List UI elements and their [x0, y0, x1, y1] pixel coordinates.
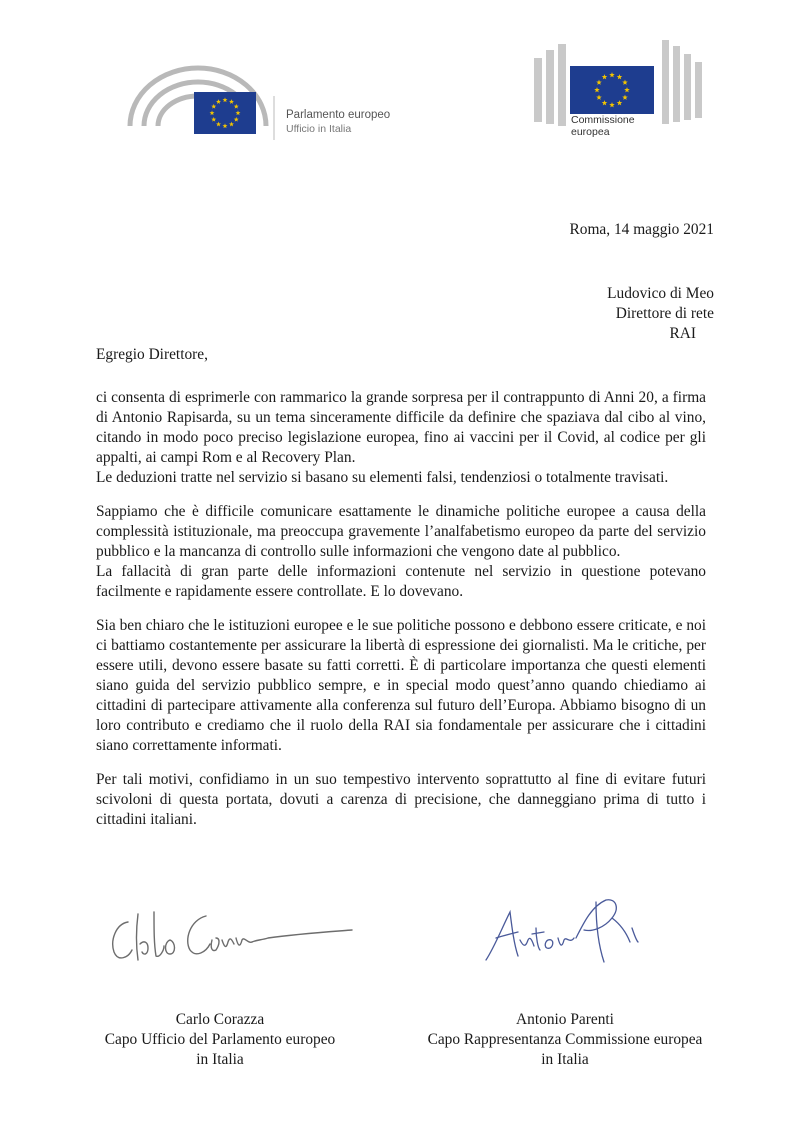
signature-antonio-parenti: [480, 888, 660, 978]
signature-carlo-corazza: [106, 900, 356, 970]
signatory-2: [410, 1010, 720, 1070]
parliament-name: Parlamento europeo: [286, 109, 391, 121]
signatory-1: [90, 1010, 350, 1070]
recipient-role: Direttore di rete: [615, 305, 714, 322]
parliament-logo-text: [286, 108, 390, 136]
commission-name: Commissione: [571, 114, 635, 126]
signatory-title: Capo Ufficio del Parlamento europeo: [104, 1031, 336, 1048]
paragraph-2: [96, 502, 706, 602]
paragraph-text: Sia ben chiaro che le istituzioni europee e le sue politiche possono e debbono essere criticate, e noi ci battiamo costantemente per assicurare la libertà di espressione dei giornalisti. Ma le critiche, per essere utili, devono essere basate su fatti corretti. È di particolare importanza che questi elementi siano guida del servizio pubblico sempre, e in special modo quest’anno quando chiediamo ai cittadini di partecipare attivamente alla conferenza sul futuro dell’Europa. Abbiamo bisogno di un loro contributo e crediamo che il ruolo della RAI sia fondamentale per assicurare che i cittadini siano correttamente informati.: [96, 617, 706, 754]
recipient-name: Ludovico di Meo: [607, 285, 714, 302]
parliament-office: Ufficio in Italia: [286, 123, 352, 135]
letter-date: Roma, 14 maggio 2021: [569, 221, 714, 238]
paragraph-1: [96, 388, 706, 488]
commission-logo-text: [571, 114, 635, 138]
signatory-name: Antonio Parenti: [516, 1011, 614, 1028]
signatory-title: Capo Rappresentanza Commissione europea: [427, 1031, 703, 1048]
recipient-block: [514, 284, 714, 344]
paragraph-text: Sappiamo che è difficile comunicare esattamente le dinamiche politiche europee a causa della complessità istituzionale, ma preoccupa gravemente l’analfabetismo europeo da parte del servizio pubblico e la mancanza di controllo sulle informazioni che vengono date al pubblico.: [96, 503, 706, 560]
paragraph-text: Per tali motivi, confidiamo in un suo tempestivo intervento soprattutto al fine di evitare futuri scivoloni di questa portata, dovuti a carenza di precisione, che danneggiano prima di tutto i cittadini italiani.: [96, 771, 706, 828]
paragraph-3: [96, 616, 706, 756]
paragraph-text: La fallacità di gran parte delle informazioni contenute nel servizio in questione potevano facilmente e rapidamente essere controllate. E lo dovevano.: [96, 563, 706, 600]
paragraph-text: ci consenta di esprimerle con rammarico la grande sorpresa per il contrappunto di Anni 20, a firma di Antonio Rapisarda, su un tema sinceramente difficile da definire che spaziava dal cibo al vino, citando in modo poco preciso legislazione europea, fino ai vaccini per il Covid, al codice per gli appalti, ai campi Rom e al Recovery Plan.: [96, 389, 706, 466]
signatory-name: Carlo Corazza: [175, 1011, 265, 1028]
signatory-place: in Italia: [196, 1051, 244, 1068]
paragraph-4: [96, 770, 706, 830]
salutation: Egregio Direttore,: [96, 346, 208, 363]
commission-sub: europea: [571, 126, 610, 138]
recipient-org: RAI: [669, 325, 696, 342]
paragraph-text: Le deduzioni tratte nel servizio si basano su elementi falsi, tendenziosi o totalmente travisati.: [96, 469, 669, 486]
signatory-place: in Italia: [541, 1051, 589, 1068]
